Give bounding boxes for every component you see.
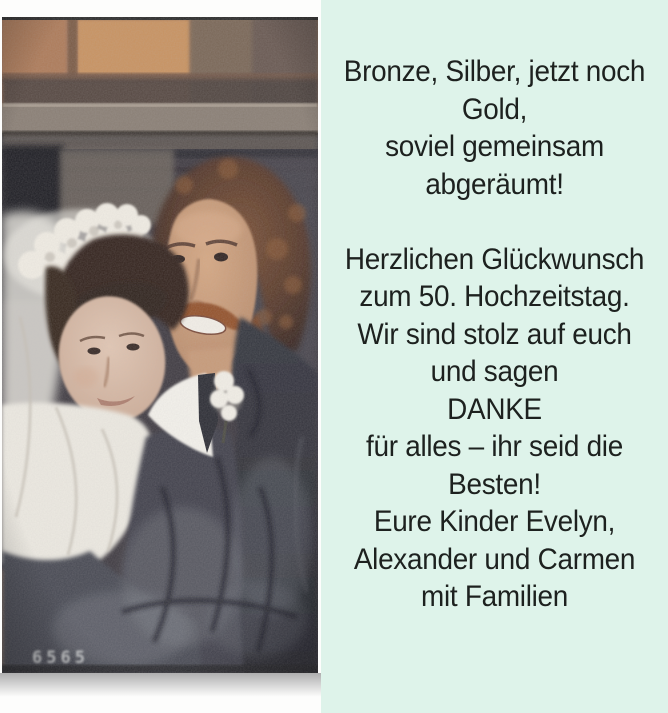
greeting-line: Herzlichen Glückwunsch [344, 242, 645, 276]
greeting-line: mit Familien [420, 580, 569, 613]
photo-drop-shadow [0, 673, 321, 701]
greeting-line: Alexander und Carmen [353, 542, 636, 576]
wedding-photo-illustration [2, 17, 318, 673]
greeting-intro-block [333, 53, 656, 203]
greeting-line: DANKE [447, 392, 542, 426]
greeting-line: Bronze, Silber, jetzt noch [343, 55, 646, 88]
greeting-line: Gold, [461, 92, 528, 126]
greeting-line: für alles – ihr seid die [366, 430, 623, 463]
greeting-text-column [321, 0, 668, 713]
greeting-line: Eure Kinder Evelyn, [373, 505, 616, 538]
greeting-line: und sagen [430, 355, 559, 388]
greeting-main-block [333, 241, 656, 616]
photo-card [0, 0, 321, 713]
greeting-line: Wir sind stolz auf euch [357, 317, 632, 351]
wedding-photo [2, 17, 318, 673]
greeting-line: soviel gemeinsam [385, 130, 604, 163]
greeting-line: abgeräumt! [425, 167, 564, 201]
greeting-line: Besten! [448, 467, 541, 501]
greeting-line: zum 50. Hochzeitstag. [359, 280, 630, 313]
